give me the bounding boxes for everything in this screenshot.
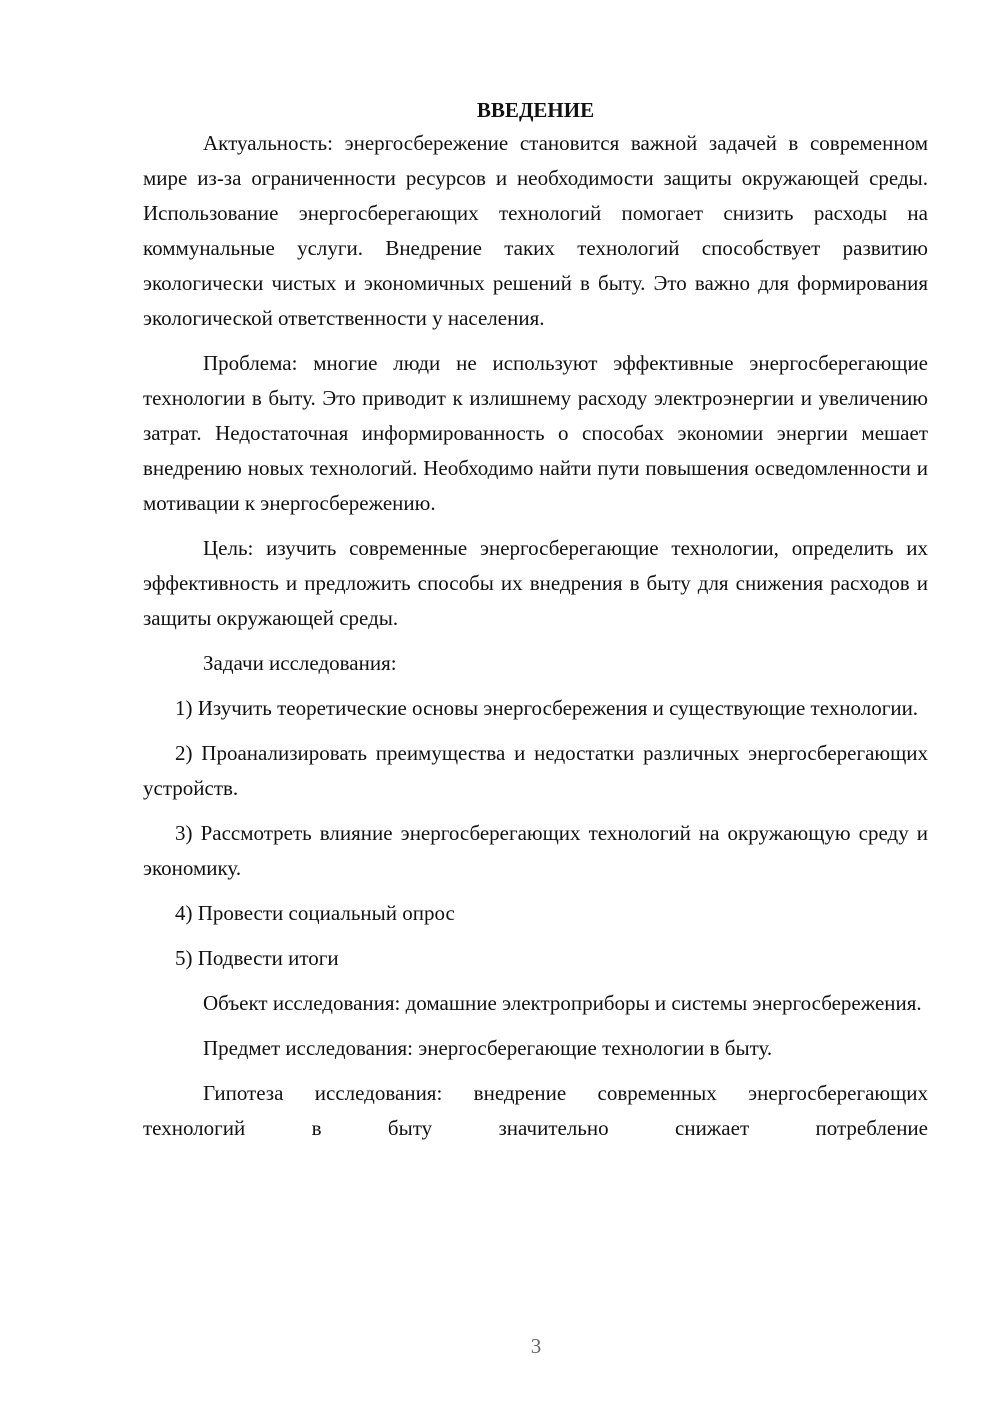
relevance-paragraph: Актуальность: энергосбережение становится важной задачей в современном мире из-за ограниченности ресурсов и необходимости защиты окружающей среды. Использование энергосберегающих технологий помогает снизить расходы на коммунальные услуги. Внедрение таких технологий способствует развитию экологически чистых и экономичных решений в быту. Это важно для формирования экологической ответственности у населения. [143, 131, 928, 330]
tasks-heading: Задачи исследования: [203, 651, 397, 675]
object-paragraph: Объект исследования: домашние электроприборы и системы энергосбережения. [203, 991, 922, 1015]
goal-paragraph: Цель: изучить современные энергосберегающие технологии, определить их эффективность и предложить способы их внедрения в быту для снижения расходов и защиты окружающей среды. [143, 536, 928, 630]
problem-paragraph: Проблема: многие люди не используют эффективные энергосберегающие технологии в быту. Это приводит к излишнему расходу электроэнергии и увеличению затрат. Недостаточная информированность о способах экономии энергии мешает внедрению новых технологий. Необходимо найти пути повышения осведомленности и мотивации к энергосбережению. [143, 351, 928, 515]
subject-paragraph: Предмет исследования: энергосберегающие технологии в быту. [203, 1036, 773, 1060]
task-item: 4) Провести социальный опрос [175, 901, 455, 925]
page-number: 3 [530, 1334, 542, 1358]
task-item: 5) Подвести итоги [175, 946, 339, 970]
hypothesis-paragraph: Гипотеза исследования: внедрение современных энергосберегающих технологий в быту значительно снижает потребление [143, 1081, 928, 1140]
task-item: 1) Изучить теоретические основы энергосбережения и существующие технологии. [175, 696, 919, 720]
page-title: ВВЕДЕНИЕ [476, 98, 595, 122]
page-content [143, 94, 928, 1146]
task-item: 3) Рассмотреть влияние энергосберегающих технологий на окружающую среду и экономику. [143, 821, 928, 880]
task-item: 2) Проанализировать преимущества и недостатки различных энергосберегающих устройств. [143, 741, 928, 800]
